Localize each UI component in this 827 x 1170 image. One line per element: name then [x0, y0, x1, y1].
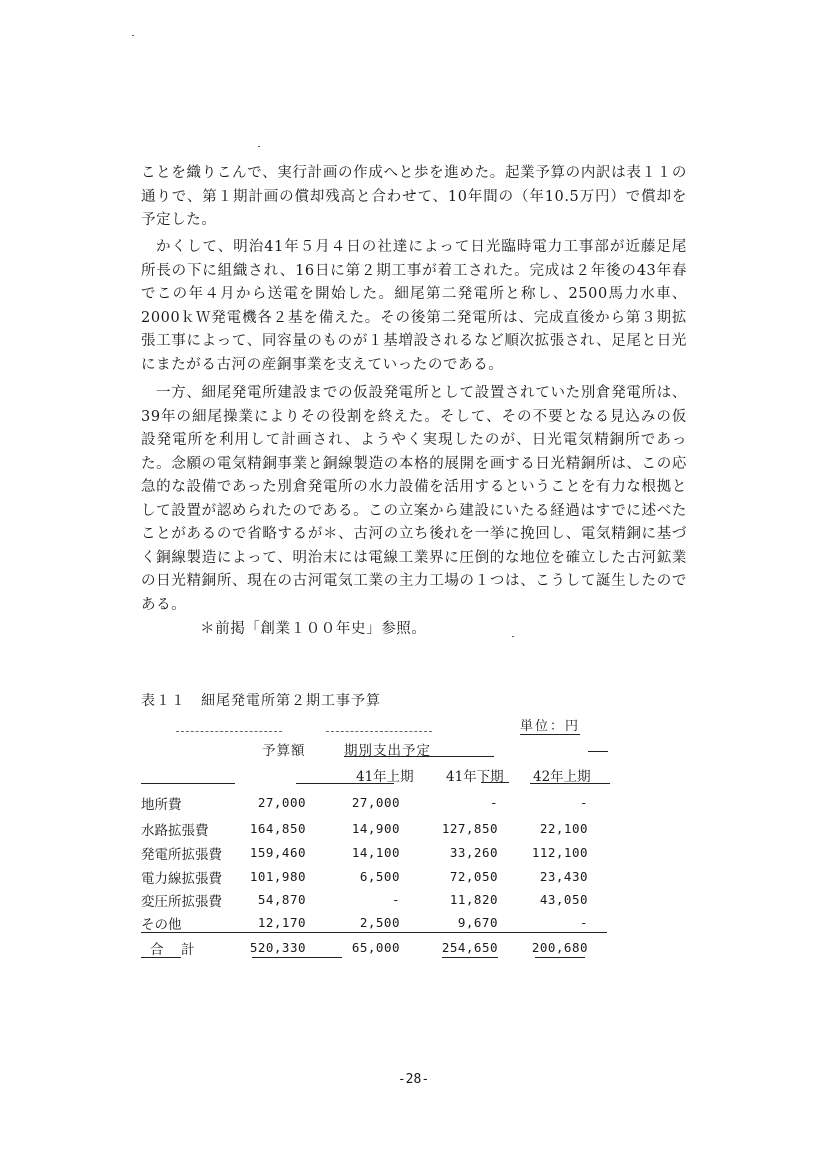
total-value: 254,650 [441, 940, 498, 955]
table-rule [442, 957, 498, 958]
table-rule [176, 731, 282, 732]
table-rule [481, 782, 509, 783]
budget-value: 12,170 [257, 915, 306, 930]
paragraph-3: 一方、細尾発電所建設までの仮設発電所として設置されていた別倉発電所は、39年の細尾操業によりその役割を終えた。そして、その不要となる見込みの仮設発電所を利用して計画され、ようやく実現したのが、日光電気精銅所であった。念願の電気精銅事業と銅線製造の本格的展開を画する日光精銅所は、この応急的な設備であった別倉発電所の水力設備を活用するということを有力な根拠として設置が認められたのである。この立案から建設にいたる経過はすでに述べたことがあるので省略するが＊、古河の立ち後れを一挙に挽回し、電気精銅に基づく銅線製造によって、明治末には電線工業界に圧倒的な地位を確立した古河鉱業の日光精銅所、現在の古河電気工業の主力工場の１つは、こうして誕生したのである。 [141, 385, 687, 613]
total-label: 合 計 [150, 942, 197, 958]
budget-value: 27,000 [257, 795, 306, 810]
total-value: 520,330 [249, 940, 306, 955]
period-header: 41年下期 [446, 769, 504, 785]
period-value: 23,430 [539, 869, 588, 884]
row-label: 変圧所拡張費 [141, 894, 222, 910]
scan-speck [132, 35, 134, 36]
table-rule [535, 957, 585, 958]
row-label: 発電所拡張費 [141, 847, 222, 863]
total-value: 65,000 [351, 940, 400, 955]
row-label: その他 [141, 917, 182, 933]
period-value: - [579, 915, 588, 930]
budget-value: 54,870 [257, 892, 306, 907]
period-value: 112,100 [531, 845, 588, 860]
table-rule [344, 756, 494, 757]
period-value: 6,500 [359, 869, 400, 884]
footnote: ＊前掲「創業１００年史」参照。 [200, 621, 427, 637]
table-rule [252, 957, 342, 958]
period-value: - [579, 795, 588, 810]
table-rule [530, 783, 610, 784]
row-label: 電力線拡張費 [141, 871, 222, 887]
table-rule [326, 731, 432, 732]
period-value: 127,850 [441, 821, 498, 836]
period-value: 14,900 [351, 821, 400, 836]
table-rule [141, 957, 181, 958]
total-value: 200,680 [531, 940, 588, 955]
budget-value: 101,980 [249, 869, 306, 884]
paragraph-1: ことを織りこんで、実行計画の作成へと歩を進めた。起業予算の内訳は表１１の通りで、第１期計画の償却残高と合わせて、10年間の（年10.5万円）で償却を予定した。 [141, 165, 687, 228]
period-header: 41年上期 [356, 769, 414, 785]
budget-value: 164,850 [249, 821, 306, 836]
scan-speck [512, 636, 514, 637]
period-value: 22,100 [539, 821, 588, 836]
period-value: 72,050 [449, 869, 498, 884]
scan-speck [258, 146, 260, 147]
row-label: 地所費 [141, 797, 182, 813]
table-caption: 表１１ 細尾発電所第２期工事予算 [141, 693, 381, 709]
table-rule [141, 783, 235, 784]
period-value: 9,670 [457, 915, 498, 930]
header-period: 期別支出予定 [344, 743, 431, 759]
period-value: - [489, 795, 498, 810]
paragraph-2: かくして、明治41年５月４日の社達によって日光臨時電力工事部が近藤足尾所長の下に組織され、16日に第２期工事が着工された。完成は２年後の43年春でこの年４月から送電を開始した。細尾第二発電所と称し、2500馬力水車、2000ｋＷ発電機各２基を備えた。その後第二発電所は、完成直後から第３期拡張工事によって、同容量のものが１基増設されるなど順次拡張され、足尾と日光にまたがる古河の産銅事業を支えていったのである。 [141, 239, 687, 373]
period-value: 33,260 [449, 845, 498, 860]
period-value: 14,100 [351, 845, 400, 860]
period-value: 2,500 [359, 915, 400, 930]
period-header: 42年上期 [533, 769, 591, 785]
period-value: 11,820 [449, 892, 498, 907]
unit-label: 単位：円 [520, 715, 580, 735]
period-value: - [391, 892, 400, 907]
header-budget: 予算額 [262, 743, 306, 759]
budget-value: 159,460 [249, 845, 306, 860]
table-rule [588, 751, 608, 752]
page-number: -28- [397, 1072, 430, 1087]
table-rule [141, 932, 607, 933]
period-value: 27,000 [351, 795, 400, 810]
period-value: 43,050 [539, 892, 588, 907]
row-label: 水路拡張費 [141, 823, 209, 839]
